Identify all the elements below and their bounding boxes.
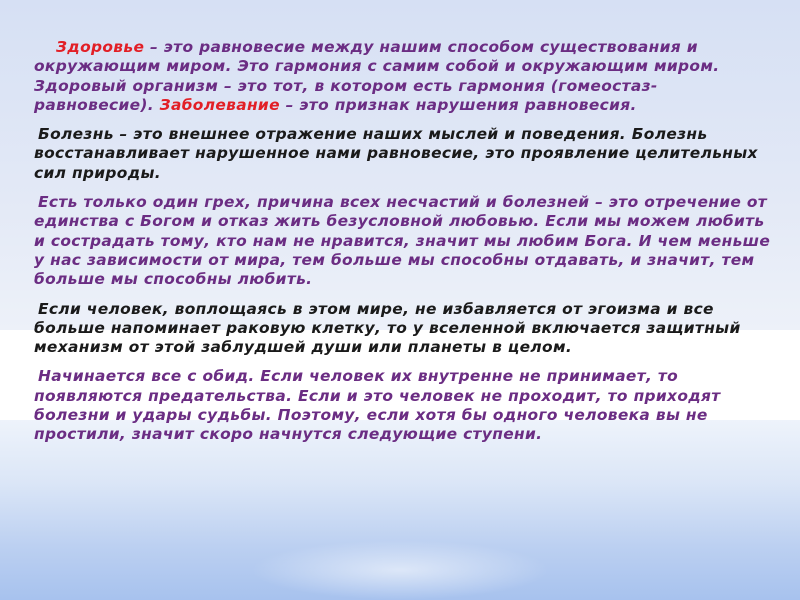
paragraph-illness-reflection	[34, 125, 774, 183]
paragraph-egoism	[34, 300, 774, 358]
background-glow	[250, 540, 550, 600]
grievances-text: Начинается все с обид. Если человек их внутренне не принимает, то появляются предательства. Если и это человек не проходит, то приходят болезни и удары судьбы. Поэтому, если хотя бы одного человека вы не простили, значит скоро начнутся следующие ступени.	[34, 367, 721, 444]
paragraph-one-sin	[34, 193, 774, 289]
slide-text-body	[34, 38, 774, 455]
indent-spacer	[34, 38, 56, 56]
health-definition-text: – это равновесие между нашим способом существования и окружающим миром. Это гармония с самим собой и окружающим миром. Здоровый организм – это тот, в котором есть гармония (гомеостаз-равновесие).	[34, 38, 720, 114]
paragraph-health-definition	[34, 38, 774, 115]
egoism-text: Если человек, воплощаясь в этом мире, не избавляется от эгоизма и все больше напоминает раковую клетку, то у вселенной включается защитный механизм от этой заблудшей души или планеты в целом.	[34, 299, 741, 357]
term-disease: Заболевание	[159, 95, 280, 114]
illness-reflection-text: Болезнь – это внешнее отражение наших мыслей и поведения. Болезнь восстанавливает нарушенное нами равновесие, это проявление целительных сил природы.	[34, 125, 758, 182]
one-sin-text: Есть только один грех, причина всех несчастий и болезней – это отречение от единства с Богом и отказ жить безусловной любовью. Если мы можем любить и сострадать тому, кто нам не нравится, значит мы любим Бога. И чем меньше у нас зависимости от мира, тем больше мы способны отдавать, и значит, тем больше мы способны любить.	[34, 193, 771, 289]
term-health: Здоровье	[56, 38, 145, 56]
paragraph-grievances	[34, 367, 774, 444]
disease-definition-text: – это признак нарушения равновесия.	[279, 95, 637, 114]
